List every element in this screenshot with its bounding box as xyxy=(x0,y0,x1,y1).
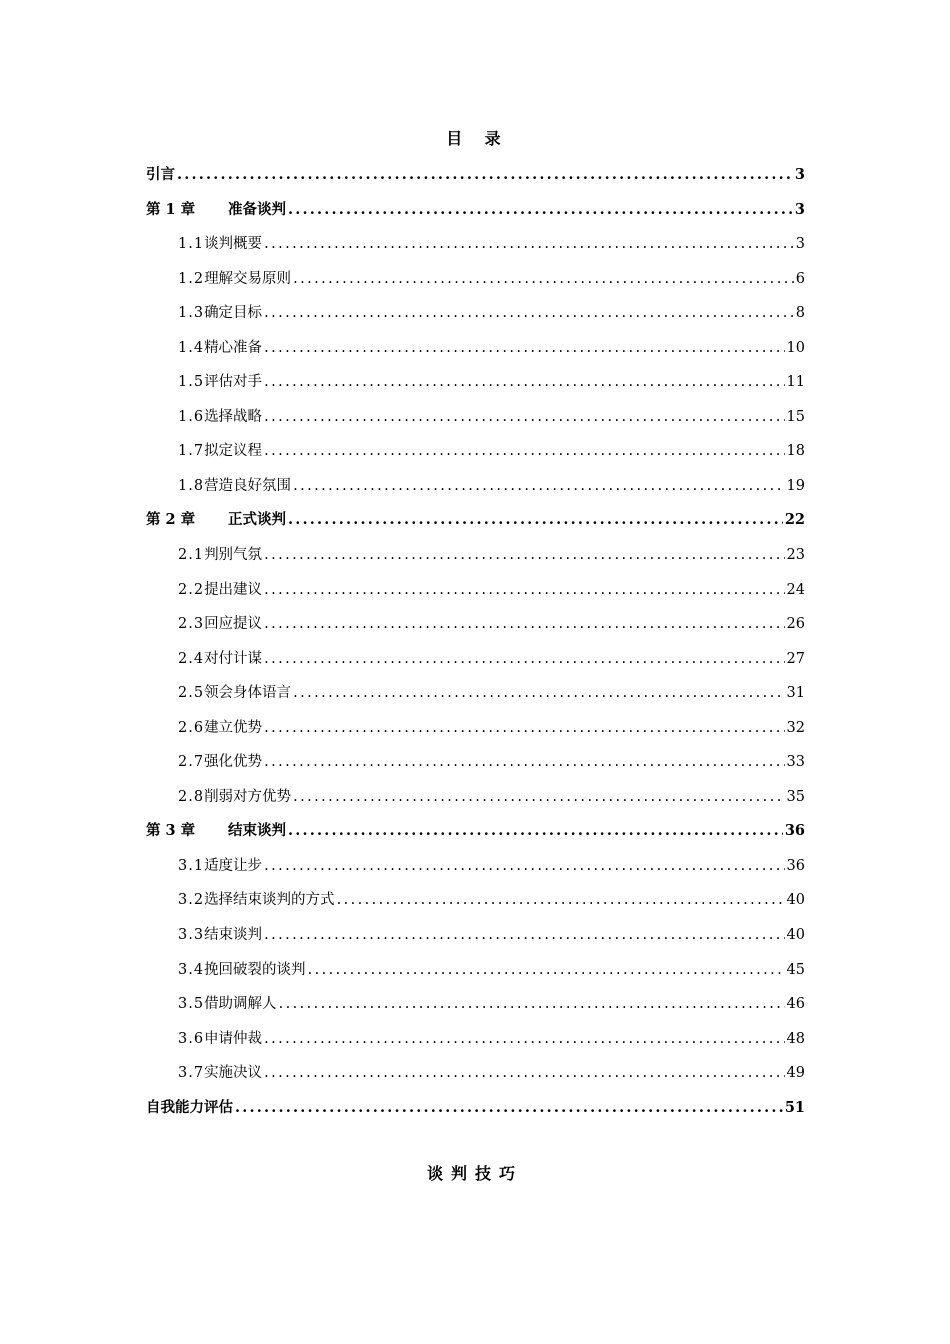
toc-entry-label: 选择结束谈判的方式 xyxy=(204,892,335,909)
toc-entry-label: 拟定议程 xyxy=(204,443,263,460)
toc-entry-number: 1.7 xyxy=(178,443,205,460)
toc-section-entry[interactable] xyxy=(0,293,950,328)
toc-section-entry[interactable] xyxy=(0,880,950,915)
toc-entry-number: 3.4 xyxy=(178,961,205,978)
toc-entry-label: 正式谈判 xyxy=(228,511,286,529)
toc-entry-number: 3.1 xyxy=(178,857,205,874)
toc-entry-page-number: 10 xyxy=(786,339,805,356)
toc-entry-page-number: 3 xyxy=(794,200,805,218)
toc-entry-page-number: 18 xyxy=(786,443,805,460)
toc-section-entry[interactable] xyxy=(0,570,950,605)
toc-entry-page-number: 46 xyxy=(786,996,805,1013)
toc-entry-number: 1.1 xyxy=(178,236,205,253)
toc-entry-page-number: 24 xyxy=(786,581,805,598)
toc-entry-label: 申请仲裁 xyxy=(204,1030,263,1047)
toc-section-entry[interactable] xyxy=(0,742,950,777)
toc-entry-page-number: 31 xyxy=(786,685,805,702)
toc-dot-leader xyxy=(264,340,784,356)
toc-section-entry[interactable] xyxy=(0,1053,950,1088)
toc-entry-label: 回应提议 xyxy=(204,616,263,633)
toc-entry-page-number: 23 xyxy=(786,547,805,564)
toc-section-entry[interactable] xyxy=(0,466,950,501)
toc-entry-page-number: 48 xyxy=(786,1030,805,1047)
toc-dot-leader xyxy=(264,754,784,770)
toc-section-entry[interactable] xyxy=(0,950,950,985)
toc-section-entry[interactable] xyxy=(0,708,950,743)
toc-entry-page-number: 6 xyxy=(795,270,805,287)
toc-entry-page-number: 19 xyxy=(786,477,805,494)
toc-dot-leader xyxy=(308,962,785,978)
toc-entry-page-number: 35 xyxy=(786,788,805,805)
toc-dot-leader xyxy=(337,892,785,908)
toc-entry-label: 确定目标 xyxy=(204,305,263,322)
toc-section-entry[interactable] xyxy=(0,362,950,397)
toc-entry-label: 精心准备 xyxy=(204,339,263,356)
toc-entry-number: 2.8 xyxy=(178,788,205,805)
toc-entry-number: 第 1 章 xyxy=(146,200,196,218)
toc-entry-label: 挽回破裂的谈判 xyxy=(204,961,306,978)
toc-entry-label: 适度让步 xyxy=(204,857,263,874)
toc-entry-page-number: 3 xyxy=(795,236,805,253)
toc-entry-page-number: 27 xyxy=(786,650,805,667)
toc-entry-label: 借助调解人 xyxy=(204,996,277,1013)
toc-chapter-entry[interactable] xyxy=(0,500,950,535)
toc-section-entry[interactable] xyxy=(0,915,950,950)
toc-entry-label: 选择战略 xyxy=(204,408,263,425)
toc-entry-page-number: 49 xyxy=(786,1065,805,1082)
toc-entry-page-number: 40 xyxy=(786,892,805,909)
toc-entry-page-number: 33 xyxy=(786,754,805,771)
toc-entry-label: 对付计谋 xyxy=(204,650,263,667)
toc-dot-leader xyxy=(177,166,793,183)
toc-dot-leader xyxy=(293,271,794,287)
toc-dot-leader xyxy=(279,996,785,1012)
toc-entry-page-number: 36 xyxy=(786,857,805,874)
toc-entry-label: 削弱对方优势 xyxy=(204,788,292,805)
toc-dot-leader xyxy=(293,789,784,805)
toc-entry-number: 2.6 xyxy=(178,719,205,736)
toc-entry-number: 3.7 xyxy=(178,1065,205,1082)
toc-dot-leader xyxy=(264,1031,784,1047)
toc-entry-label: 营造良好氛围 xyxy=(204,477,292,494)
toc-entry-label: 建立优势 xyxy=(204,719,263,736)
toc-entry-number: 1.4 xyxy=(178,339,205,356)
toc-dot-leader xyxy=(264,720,784,736)
toc-entry-number: 第 3 章 xyxy=(146,822,196,840)
toc-dot-leader xyxy=(264,547,784,563)
toc-entry-number: 第 2 章 xyxy=(146,511,196,529)
toc-dot-leader xyxy=(264,616,784,632)
toc-dot-leader xyxy=(293,478,784,494)
toc-entry-label: 评估对手 xyxy=(204,374,263,391)
toc-section-entry[interactable] xyxy=(0,984,950,1019)
toc-chapter-entry[interactable] xyxy=(0,811,950,846)
table-of-contents xyxy=(0,155,950,1122)
toc-entry-label: 判别气氛 xyxy=(204,547,263,564)
toc-section-entry[interactable] xyxy=(0,224,950,259)
toc-dot-leader xyxy=(264,236,794,252)
toc-entry-number: 1.2 xyxy=(178,270,205,287)
toc-entry-number: 2.1 xyxy=(178,547,205,564)
toc-dot-leader xyxy=(264,651,784,667)
toc-entry-page-number: 11 xyxy=(786,374,805,391)
toc-entry-page-number: 3 xyxy=(794,166,805,183)
toc-section-entry[interactable] xyxy=(0,777,950,812)
toc-section-entry[interactable] xyxy=(0,397,950,432)
toc-entry-label: 实施决议 xyxy=(204,1065,263,1082)
toc-entry-page-number: 22 xyxy=(784,511,805,529)
toc-entry-label: 结束谈判 xyxy=(204,927,263,944)
toc-section-entry[interactable] xyxy=(0,604,950,639)
toc-entry-label: 引言 xyxy=(146,166,175,183)
toc-dot-leader xyxy=(264,927,784,943)
toc-entry-number: 3.5 xyxy=(178,996,205,1013)
toc-entry-number: 2.5 xyxy=(178,685,205,702)
toc-entry-number: 1.5 xyxy=(178,374,205,391)
toc-section-entry[interactable] xyxy=(0,431,950,466)
toc-entry-number: 3.2 xyxy=(178,892,205,909)
toc-section-entry[interactable] xyxy=(0,328,950,363)
toc-entry-page-number: 15 xyxy=(786,408,805,425)
toc-entry-label: 自我能力评估 xyxy=(146,1098,233,1116)
toc-entry-page-number: 26 xyxy=(786,616,805,633)
toc-dot-leader xyxy=(264,305,794,321)
toc-dot-leader xyxy=(264,1065,784,1081)
toc-entry-number: 2.2 xyxy=(178,581,205,598)
toc-entry-number: 1.3 xyxy=(178,305,205,322)
toc-section-entry[interactable] xyxy=(0,1019,950,1054)
toc-entry-label: 准备谈判 xyxy=(228,200,286,218)
toc-chapter-entry[interactable] xyxy=(0,155,950,190)
toc-dot-leader xyxy=(264,582,784,598)
toc-entry-label: 谈判概要 xyxy=(204,236,263,253)
toc-entry-page-number: 51 xyxy=(784,1098,805,1116)
toc-entry-number: 2.4 xyxy=(178,650,205,667)
toc-dot-leader xyxy=(264,374,784,390)
toc-section-entry[interactable] xyxy=(0,846,950,881)
section-heading: 谈判技巧 xyxy=(426,1164,523,1183)
toc-entry-number: 3.3 xyxy=(178,927,205,944)
toc-entry-page-number: 40 xyxy=(786,927,805,944)
toc-entry-number: 3.6 xyxy=(178,1030,205,1047)
toc-entry-label: 领会身体语言 xyxy=(204,685,292,702)
toc-dot-leader xyxy=(288,822,783,839)
toc-chapter-entry[interactable] xyxy=(0,1088,950,1123)
toc-dot-leader xyxy=(235,1099,783,1116)
toc-dot-leader xyxy=(264,858,784,874)
toc-entry-label: 强化优势 xyxy=(204,754,263,771)
toc-section-entry[interactable] xyxy=(0,259,950,294)
toc-title: 目 录 xyxy=(446,129,504,148)
toc-entry-number: 2.7 xyxy=(178,754,205,771)
toc-entry-page-number: 32 xyxy=(786,719,805,736)
toc-entry-page-number: 36 xyxy=(784,822,805,840)
toc-entry-label: 提出建议 xyxy=(204,581,263,598)
toc-entry-number: 2.3 xyxy=(178,616,205,633)
toc-section-entry[interactable] xyxy=(0,535,950,570)
toc-entry-page-number: 45 xyxy=(786,961,805,978)
toc-dot-leader xyxy=(293,685,784,701)
toc-entry-label: 理解交易原则 xyxy=(204,270,292,287)
toc-entry-label: 结束谈判 xyxy=(228,822,286,840)
toc-dot-leader xyxy=(264,443,784,459)
toc-dot-leader xyxy=(288,511,783,528)
toc-section-entry[interactable] xyxy=(0,639,950,674)
toc-entry-number: 1.8 xyxy=(178,477,205,494)
toc-chapter-entry[interactable] xyxy=(0,190,950,225)
toc-dot-leader xyxy=(264,409,784,425)
toc-section-entry[interactable] xyxy=(0,673,950,708)
toc-entry-number: 1.6 xyxy=(178,408,205,425)
toc-entry-page-number: 8 xyxy=(795,305,805,322)
toc-dot-leader xyxy=(288,201,793,218)
